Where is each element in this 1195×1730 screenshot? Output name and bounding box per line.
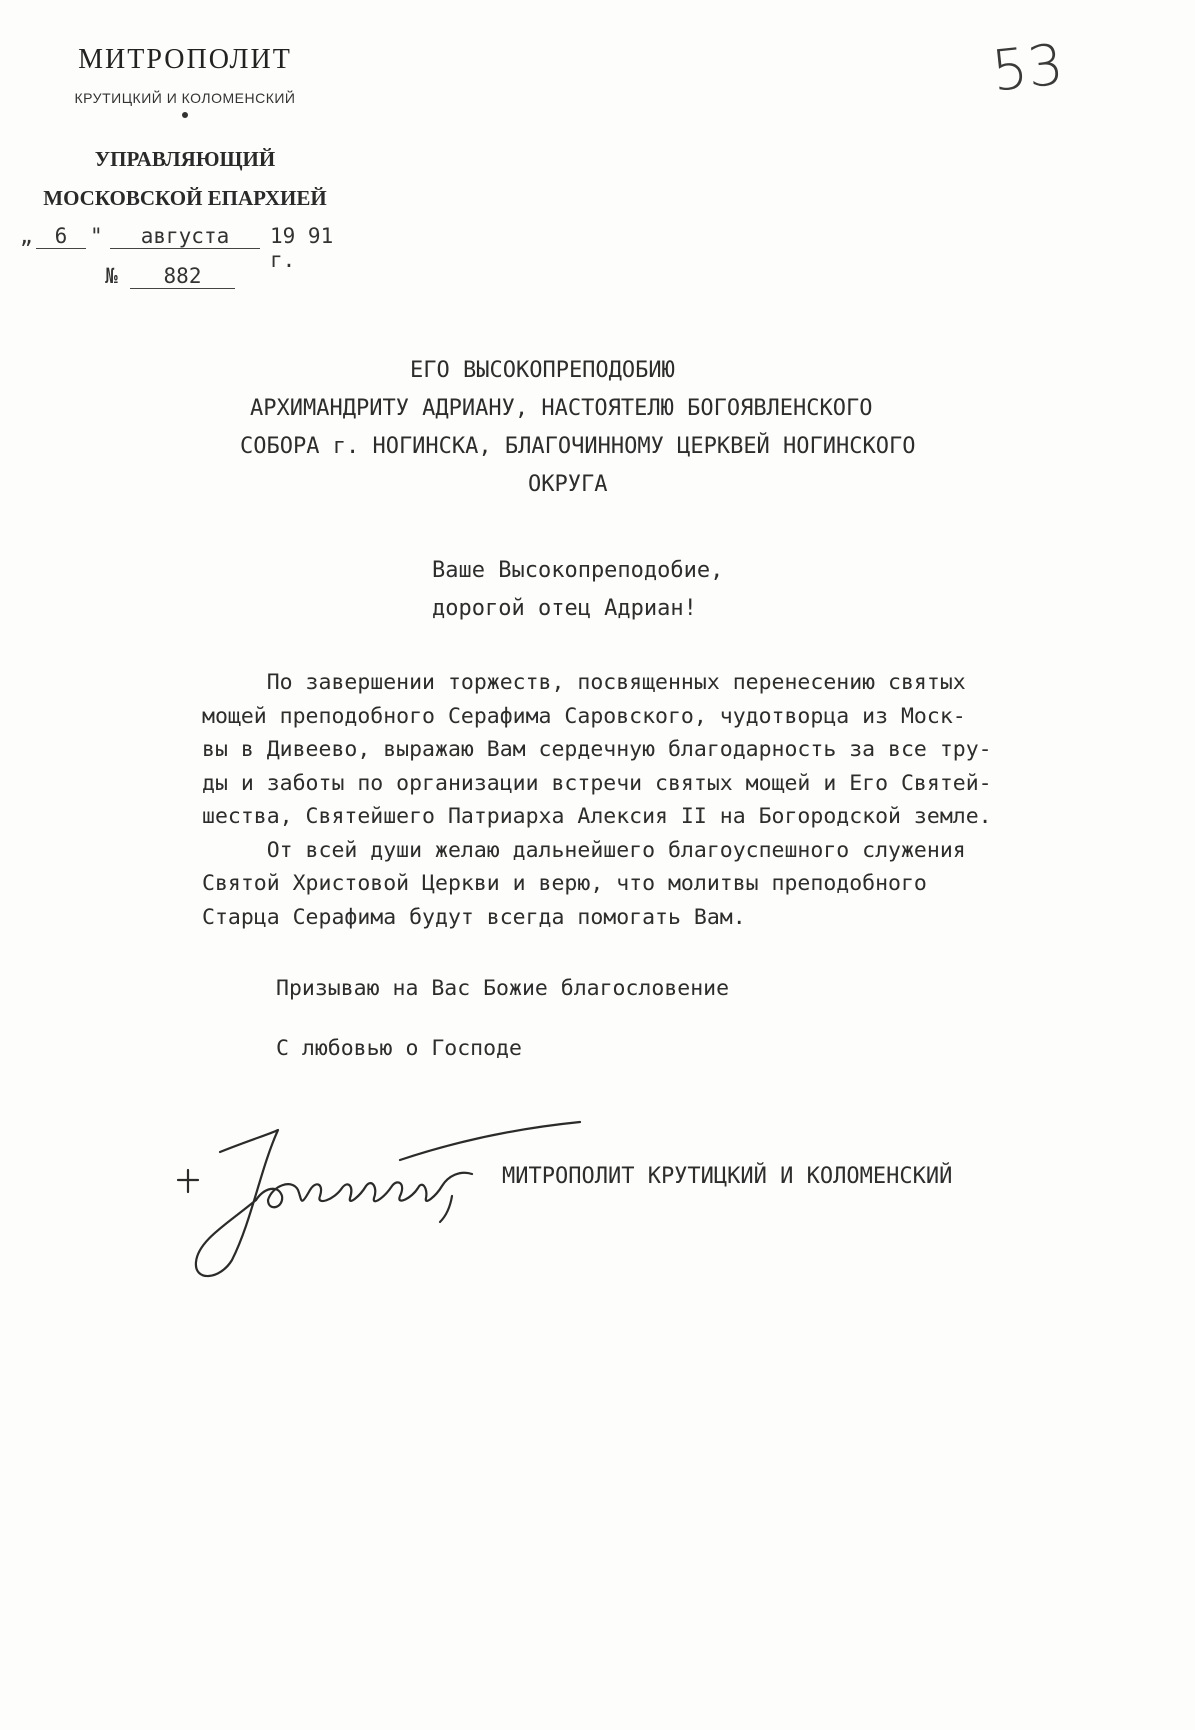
signature-comma-stroke <box>440 1196 452 1222</box>
body-line: Святой Христовой Церкви и верю, что молитвы преподобного <box>202 871 927 896</box>
closing-blessing: Призываю на Вас Божие благословение <box>276 976 730 1001</box>
salutation-line2: дорогой отец Адриан! <box>432 596 697 621</box>
letterhead-role-line1: УПРАВЛЯЮЩИЙ <box>94 147 276 171</box>
letterhead-subtitle: КРУТИЦКИЙ И КОЛОМЕНСКИЙ <box>74 90 296 106</box>
signature-flourish-stroke <box>400 1122 580 1160</box>
addressee-line2: АРХИМАНДРИТУ АДРИАНУ, НАСТОЯТЕЛЮ БОГОЯВЛЕНСКОГО <box>250 396 873 421</box>
letterhead-divider-dot <box>182 112 188 118</box>
date-close-quote: " <box>90 224 103 248</box>
letter-date <box>20 224 340 272</box>
salutation-line1: Ваше Высокопреподобие, <box>432 558 724 583</box>
letterhead-role <box>20 140 350 218</box>
signature-body-stroke <box>256 1173 472 1207</box>
closing-farewell: С любовью о Господе <box>276 1036 522 1061</box>
letter-number <box>105 264 235 294</box>
letterhead-title: МИТРОПОЛИТ <box>78 44 292 75</box>
number-prefix: № <box>105 264 118 288</box>
addressee-block <box>240 352 1060 504</box>
letterhead-role-line2: МОСКОВСКОЙ ЕПАРХИЕЙ <box>43 186 327 210</box>
date-day: 6 <box>36 224 86 249</box>
signature-title: МИТРОПОЛИТ КРУТИЦКИЙ И КОЛОМЕНСКИЙ <box>502 1164 953 1189</box>
date-open-quote: „ <box>20 224 33 248</box>
body-line: ды и заботы по организации встречи святых мощей и Его Святей- <box>202 770 992 796</box>
date-year: 19 91 г. <box>270 224 334 272</box>
handwritten-signature <box>160 1100 640 1290</box>
addressee-line4: ОКРУГА <box>528 472 608 497</box>
body-line: вы в Дивеево, выражаю Вам сердечную благодарность за все тру- <box>202 737 992 762</box>
body-line: По завершении торжеств, посвященных перенесению святых <box>202 670 966 695</box>
handwritten-page-number: 53 <box>988 32 1067 105</box>
number-value: 882 <box>130 264 235 289</box>
letter-body <box>202 666 1102 934</box>
body-line: шества, Святейшего Патриарха Алексия II на Богородской земле. <box>202 804 992 829</box>
body-line: Старца Серафима будут всегда помогать Вам. <box>202 904 746 930</box>
salutation <box>432 552 723 628</box>
signature-cross-stroke <box>178 1170 198 1192</box>
addressee-line1: ЕГО ВЫСОКОПРЕПОДОБИЮ <box>410 358 675 383</box>
date-month: августа <box>110 224 260 249</box>
addressee-line3: СОБОРА г. НОГИНСКА, БЛАГОЧИННОМУ ЦЕРКВЕЙ НОГИНСКОГО <box>240 434 916 459</box>
body-line: От всей души желаю дальнейшего благоуспешного служения <box>202 837 966 863</box>
signature-initial-stroke <box>196 1130 278 1276</box>
body-line: мощей преподобного Серафима Саровского, чудотворца из Моск- <box>202 703 966 729</box>
